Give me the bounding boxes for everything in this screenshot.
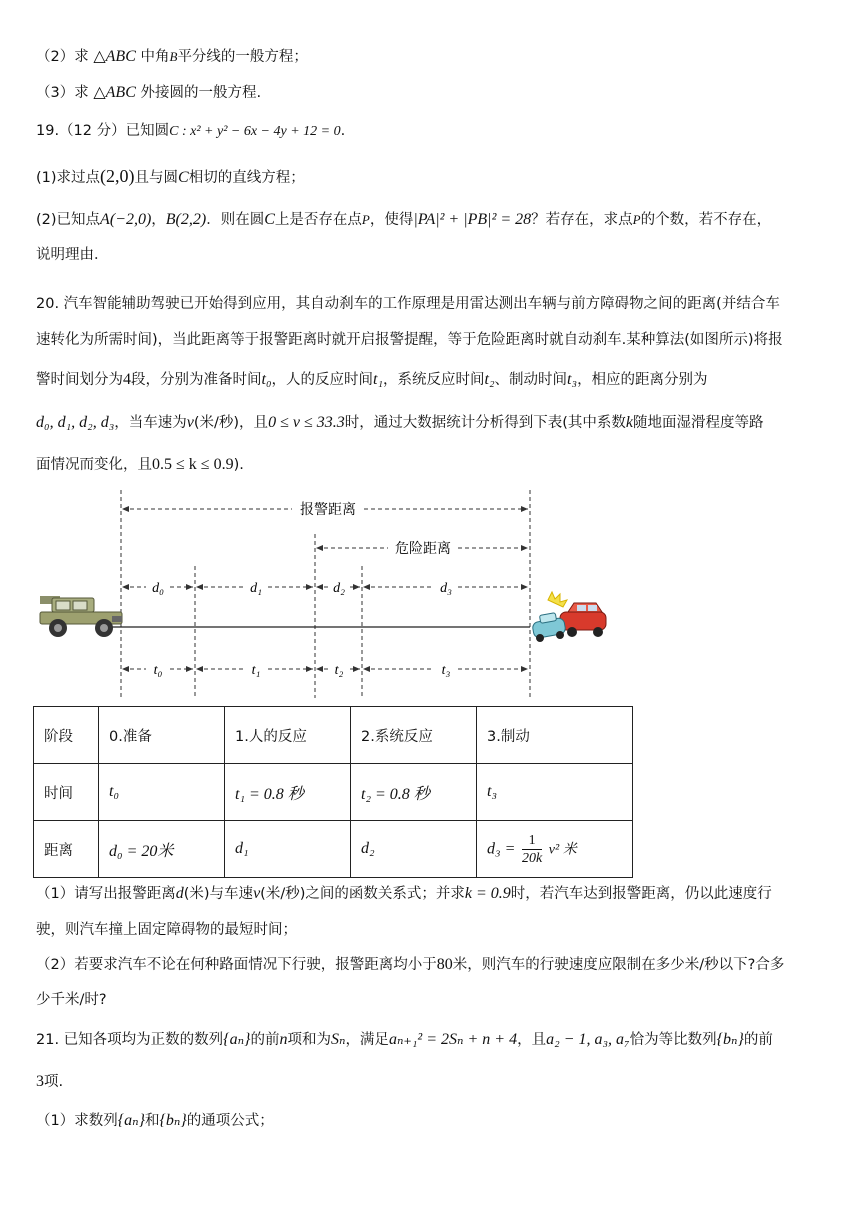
text: 警时间划分为 <box>36 372 123 388</box>
math: C <box>264 211 275 228</box>
math: {bₙ} <box>159 1112 187 1129</box>
math: A(−2,0) <box>100 211 152 228</box>
stage-table <box>33 706 633 878</box>
text: （1）请写出报警距离 <box>36 886 176 902</box>
math: △ABC <box>93 84 136 101</box>
text: . <box>340 123 346 139</box>
text: 面情况而变化，且 <box>36 457 152 473</box>
q20-sub2 <box>36 955 784 975</box>
q20-sub1-cont <box>36 920 297 940</box>
math: n <box>279 1031 288 1048</box>
math: P <box>632 212 641 227</box>
q21-sub1 <box>36 1111 274 1131</box>
math: t₁ <box>373 371 384 388</box>
text: 时，若汽车达到报警距离，仍以此速度行 <box>510 886 772 902</box>
text: 和 <box>145 1113 160 1129</box>
table-cell: d₁ <box>225 821 351 878</box>
d1-label: d₁ <box>250 581 262 596</box>
math: B(2,2) <box>165 211 207 228</box>
math: (2,0) <box>100 166 135 186</box>
t2-label: t₂ <box>334 663 344 678</box>
text: 时，通过大数据统计分析得到下表(其中系数 <box>344 415 626 431</box>
math: C <box>178 169 189 186</box>
text: ，满足 <box>345 1032 389 1048</box>
text: 驶，则汽车撞上固定障碍物的最短时间； <box>36 922 297 938</box>
math: 0 ≤ v ≤ 33.3 <box>268 414 345 431</box>
math: 4 <box>123 371 131 388</box>
text: ). <box>233 457 244 473</box>
table-cell: t₀ <box>99 764 225 821</box>
text: 随地面湿滑程度等路 <box>633 415 764 431</box>
text: 的前 <box>743 1032 773 1048</box>
table-cell: t₃ <box>477 764 633 821</box>
math: B <box>169 49 178 64</box>
text: 中角 <box>135 49 170 65</box>
math: △ABC <box>93 48 136 65</box>
table-cell-d3 <box>477 821 633 878</box>
text: （1）求数列 <box>36 1113 118 1129</box>
table-row <box>34 707 633 764</box>
text: ，系统反应时间 <box>383 372 485 388</box>
text: ，当车速为 <box>114 415 187 431</box>
math: |PA|² + |PB|² = 28 <box>413 211 532 228</box>
table-cell: d₀ = 20米 <box>99 821 225 878</box>
text: (米/秒)之间的函数关系式；并求 <box>260 886 465 902</box>
danger-distance-label: 危险距离 <box>395 541 451 557</box>
text: 段，分别为准备时间 <box>131 372 262 388</box>
math: a₂ − 1, a₃, a₇ <box>546 1031 630 1048</box>
text: ，使得 <box>369 212 414 228</box>
text: ，相应的距离分别为 <box>577 372 708 388</box>
math: t₀ <box>261 371 272 388</box>
crash-cars-icon <box>532 592 606 642</box>
text: 的通项公式； <box>186 1113 274 1129</box>
text: （2）求 <box>36 49 94 65</box>
text: (米)与车速 <box>183 886 254 902</box>
table-cell: 时间 <box>34 764 99 821</box>
text: (2)已知点 <box>36 212 101 228</box>
table-cell: d₂ <box>351 821 477 878</box>
d3-fraction <box>522 832 542 867</box>
text: 上是否存在点 <box>274 212 362 228</box>
jeep-icon <box>40 596 122 637</box>
math: k = 0.9 <box>464 885 511 902</box>
text: 速转化为所需时间)，当此距离等于报警距离时就开启报警提醒，等于危险距离时就自动刹车.某种算法(如图所示)将报 <box>36 332 783 348</box>
q20-sub2-cont <box>36 990 107 1010</box>
text: 少千米/时? <box>36 992 107 1008</box>
math: P <box>361 212 370 227</box>
text: 恰为等比数列 <box>629 1032 717 1048</box>
text: 项. <box>44 1074 64 1090</box>
text: ？若存在，求点 <box>531 212 633 228</box>
text: 相切的直线方程； <box>188 170 305 186</box>
text: 、制动时间 <box>494 372 568 388</box>
math: k <box>625 414 633 431</box>
q21-stem-cont <box>36 1072 63 1092</box>
text: （3）求 <box>36 85 94 101</box>
text: ，且 <box>517 1032 547 1048</box>
math: {aₙ} <box>117 1112 146 1129</box>
table-cell: 0.准备 <box>99 707 225 764</box>
table-cell: 阶段 <box>34 707 99 764</box>
table-cell: 距离 <box>34 821 99 878</box>
text: 米，则汽车的行驶速度应限制在多少米/秒以下?合多 <box>452 957 785 973</box>
text: 平分线的一般方程； <box>177 49 308 65</box>
math: C : x² + y² − 6x − 4y + 12 = 0 <box>169 124 341 139</box>
text: 项和为 <box>287 1032 331 1048</box>
t0-label: t₀ <box>153 663 163 678</box>
math: {aₙ} <box>223 1031 251 1048</box>
text: 外接圆的一般方程. <box>135 85 262 101</box>
fraction-denominator: 20k <box>521 850 543 866</box>
math: Sₙ <box>330 1031 346 1048</box>
text: ， <box>151 212 166 228</box>
math: t₂ <box>484 371 495 388</box>
table-cell: t₂ = 0.8 秒 <box>351 764 477 821</box>
d3-formula-right: v² 米 <box>548 842 577 857</box>
text: 的前 <box>250 1032 280 1048</box>
table-cell: 3.制动 <box>477 707 633 764</box>
math: v <box>186 414 194 431</box>
q21-stem <box>36 1030 773 1050</box>
text: ，人的反应时间 <box>271 372 374 388</box>
math: 80 <box>436 956 453 973</box>
table-cell: 1.人的反应 <box>225 707 351 764</box>
d3-label: d₃ <box>440 581 452 596</box>
d3-formula-left: d₃ = <box>487 840 516 857</box>
text: ．则在圆 <box>206 212 265 228</box>
text: 且与圆 <box>134 170 179 186</box>
q20-sub1 <box>36 884 772 904</box>
math: aₙ₊₁² = 2Sₙ + n + 4 <box>388 1031 518 1048</box>
d2-label: d₂ <box>333 581 345 596</box>
text: 说明理由． <box>36 247 109 263</box>
t1-label: t₁ <box>251 663 261 678</box>
text: 21. 已知各项均为正数的数列 <box>36 1032 224 1048</box>
math: d₀, d₁, d₂, d₃ <box>36 414 115 431</box>
math: d <box>175 885 184 902</box>
math: 3 <box>36 1073 44 1090</box>
table-row <box>34 764 633 821</box>
math: v <box>253 885 261 902</box>
t3-label: t₃ <box>441 663 451 678</box>
text: (米/秒)，且 <box>193 415 269 431</box>
table-row <box>34 821 633 878</box>
math: t₃ <box>567 371 578 388</box>
text: 20. 汽车智能辅助驾驶已开始得到应用，其自动刹车的工作原理是用雷达测出车辆与前方障碍物之间的距离(并结合车 <box>36 296 780 312</box>
alarm-distance-label: 报警距离 <box>300 502 356 518</box>
text: （2）若要求汽车不论在何种路面情况下行驶，报警距离均小于 <box>36 957 437 973</box>
math: {bₙ} <box>716 1031 744 1048</box>
text: (1)求过点 <box>36 170 101 186</box>
text: 的个数，若不存在， <box>640 212 772 228</box>
d0-label: d₀ <box>152 581 164 596</box>
math: 0.5 ≤ k ≤ 0.9 <box>152 456 234 473</box>
table-cell: 2.系统反应 <box>351 707 477 764</box>
table-cell: t₁ = 0.8 秒 <box>225 764 351 821</box>
text: 19.（12 分）已知圆 <box>36 123 170 139</box>
fraction-numerator: 1 <box>522 832 542 850</box>
